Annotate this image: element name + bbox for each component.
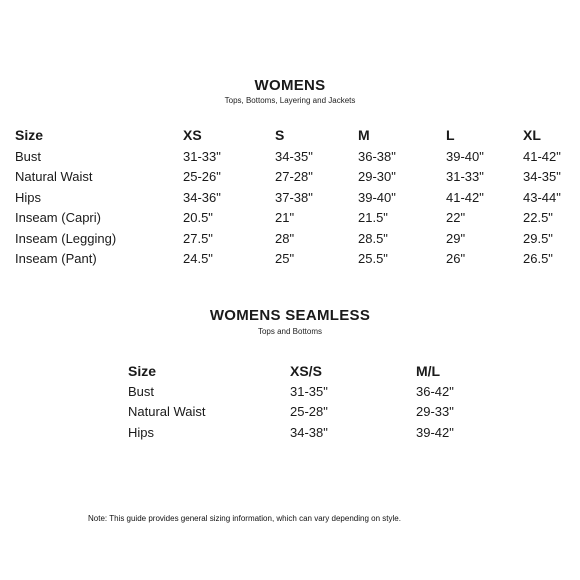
row-label: Inseam (Capri) [15, 210, 101, 226]
table-row [15, 167, 570, 188]
womens-title: WOMENS [254, 77, 326, 94]
table-cell: 41-42" [523, 148, 561, 164]
table-cell: 31-35" [290, 383, 328, 399]
table-cell: 25.5" [358, 251, 388, 267]
table-cell: 25-26" [183, 169, 221, 185]
table-row [128, 402, 468, 423]
row-label: Bust [15, 148, 42, 164]
table-cell: 41-42" [446, 189, 484, 205]
table-cell: 37-38" [275, 189, 313, 205]
table-row [15, 208, 570, 229]
table-header-row [128, 360, 468, 381]
row-label: Inseam (Pant) [15, 251, 97, 267]
column-header: Size [15, 126, 44, 143]
table-cell: 22" [446, 210, 466, 226]
seamless-title: WOMENS SEAMLESS [209, 307, 371, 324]
table-row [15, 249, 570, 270]
table-cell: 25" [275, 251, 295, 267]
seamless-size-table [128, 360, 468, 443]
row-label: Inseam (Legging) [15, 230, 117, 246]
table-cell: 29.5" [523, 230, 553, 246]
table-cell: 20.5" [183, 210, 213, 226]
table-cell: 27.5" [183, 230, 213, 246]
table-cell: 22.5" [523, 210, 553, 226]
table-row [128, 381, 468, 402]
column-header: M/L [416, 362, 441, 379]
table-cell: 31-33" [183, 148, 221, 164]
table-cell: 34-38" [290, 424, 328, 440]
table-cell: 26" [446, 251, 466, 267]
table-cell: 34-35" [523, 169, 561, 185]
table-cell: 24.5" [183, 251, 213, 267]
table-cell: 21.5" [358, 210, 388, 226]
womens-size-table [15, 123, 570, 269]
column-header: XS/S [290, 362, 322, 379]
seamless-subtitle: Tops and Bottoms [257, 327, 323, 336]
table-cell: 29-33" [416, 404, 454, 420]
table-cell: 34-35" [275, 148, 313, 164]
column-header: M [358, 126, 370, 143]
table-cell: 39-42" [416, 424, 454, 440]
table-cell: 39-40" [358, 189, 396, 205]
row-label: Natural Waist [15, 169, 93, 185]
table-row [15, 146, 570, 167]
row-label: Bust [128, 383, 155, 399]
table-row [128, 422, 468, 443]
row-label: Natural Waist [128, 404, 206, 420]
womens-subtitle: Tops, Bottoms, Layering and Jackets [224, 96, 356, 105]
table-cell: 21" [275, 210, 295, 226]
column-header: XL [523, 126, 541, 143]
table-cell: 31-33" [446, 169, 484, 185]
table-cell: 25-28" [290, 404, 328, 420]
table-cell: 29-30" [358, 169, 396, 185]
column-header: S [275, 126, 285, 143]
column-header: XS [183, 126, 202, 143]
column-header: Size [128, 362, 157, 379]
table-cell: 27-28" [275, 169, 313, 185]
table-cell: 39-40" [446, 148, 484, 164]
table-cell: 34-36" [183, 189, 221, 205]
row-label: Hips [15, 189, 42, 205]
table-cell: 28" [275, 230, 295, 246]
table-cell: 26.5" [523, 251, 553, 267]
table-cell: 29" [446, 230, 466, 246]
table-cell: 36-42" [416, 383, 454, 399]
table-row [15, 187, 570, 208]
sizing-note: Note: This guide provides general sizing information, which can vary depending on style. [88, 514, 401, 523]
column-header: L [446, 126, 455, 143]
table-cell: 28.5" [358, 230, 388, 246]
table-header-row [15, 123, 570, 146]
table-cell: 43-44" [523, 189, 561, 205]
row-label: Hips [128, 424, 155, 440]
table-row [15, 228, 570, 249]
table-cell: 36-38" [358, 148, 396, 164]
